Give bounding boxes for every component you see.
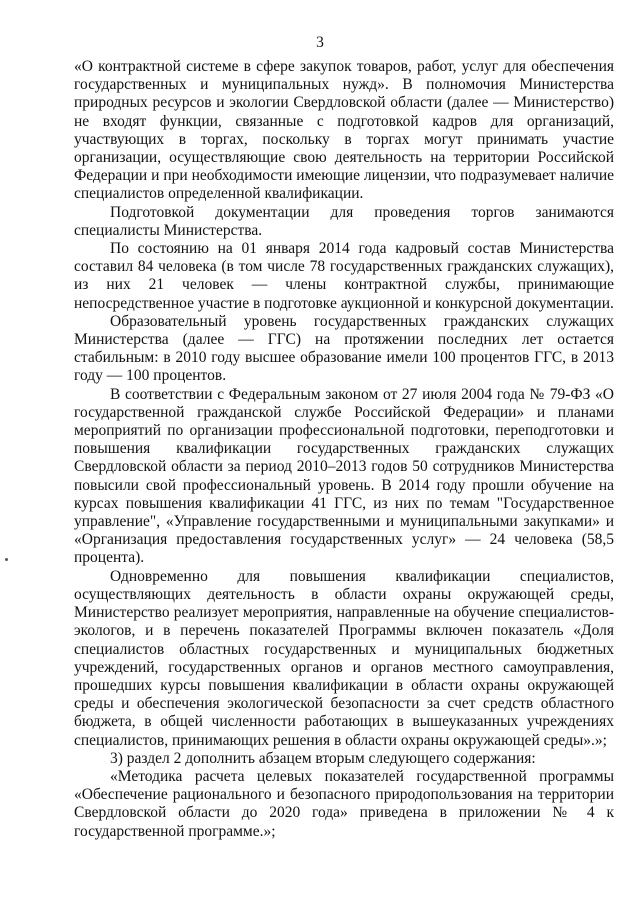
paragraph-7: 3) раздел 2 дополнить абзацем вторым следующего содержания: [110,749,536,767]
paragraph-3: По состоянию на 01 января 2014 года кадровый состав Министерства составил 84 человека (в том числе 78 государственных гражданских служащих), из них 21 человек — члены контрактной службы, принимающие непосредственное участие в подготовке аукционной и конкурсной документации. [74,240,614,312]
page-number: 3 [316,34,324,51]
margin-mark [5,558,8,561]
paragraph-2: Подготовкой документации для проведения торгов занимаются специалисты Министерства. [74,203,614,239]
paragraph-6: Одновременно для повышения квалификации специалистов, осуществляющих деятельность в области охраны окружающей среды, Министерство реализует мероприятия, направленные на обучение специалистов-экологов, и в перечень показателей Программы включен показатель «Доля специалистов областных государственных и муниципальных бюджетных учреждений, государственных органов и органов местного самоуправления, прошедших курсы повышения квалификации в области охраны окружающей среды и обеспечения экологической безопасности за счет средств областного бюджета, в общей численности работающих в вышеуказанных учреждениях специалистов, принимающих решения в области охраны окружающей среды».»; [74,567,614,749]
paragraph-8: «Методика расчета целевых показателей государственной программы «Обеспечение рационального и безопасного природопользования на территории Свердловской области до 2020 года» приведена в приложении № 4 к государственной программе.»; [74,767,614,840]
paragraph-4: Образовательный уровень государственных гражданских служащих Министерства (далее — ГГС) на протяжении последних лет остается стабильным: в 2010 году высшее образование имели 100 процентов ГГС, в 2013 году — 100 процентов. [74,312,614,385]
document-body [74,58,614,841]
paragraph-1: «О контрактной системе в сфере закупок товаров, работ, услуг для обеспечения государственных и муниципальных нужд». В полномочия Министерства природных ресурсов и экологии Свердловской области (далее — Министерство) не входят функции, связанные с подготовкой кадров для организаций, участвующих в торгах, поскольку в торгах могут принимать участие организации, осуществляющие свою деятельность на территории Российской Федерации и при необходимости имеющие лицензии, что подразумевает наличие специалистов определенной квалификации. [74,58,614,203]
paragraph-5: В соответствии с Федеральным законом от 27 июля 2004 года № 79-ФЗ «О государственной гражданской службе Российской Федерации» и планами мероприятий по организации профессиональной подготовки, переподготовки и повышения квалификации государственных гражданских служащих Свердловской области за период 2010–2013 годов 50 сотрудников Министерства повысили свой профессиональный уровень. В 2014 году прошли обучение на курсах повышения квалификации 41 ГГС, из них по темам "Государственное управление", «Управление государственными и муниципальными закупками» и «Организация предоставления государственных услуг» — 24 человека (58,5 процента). [74,385,614,567]
